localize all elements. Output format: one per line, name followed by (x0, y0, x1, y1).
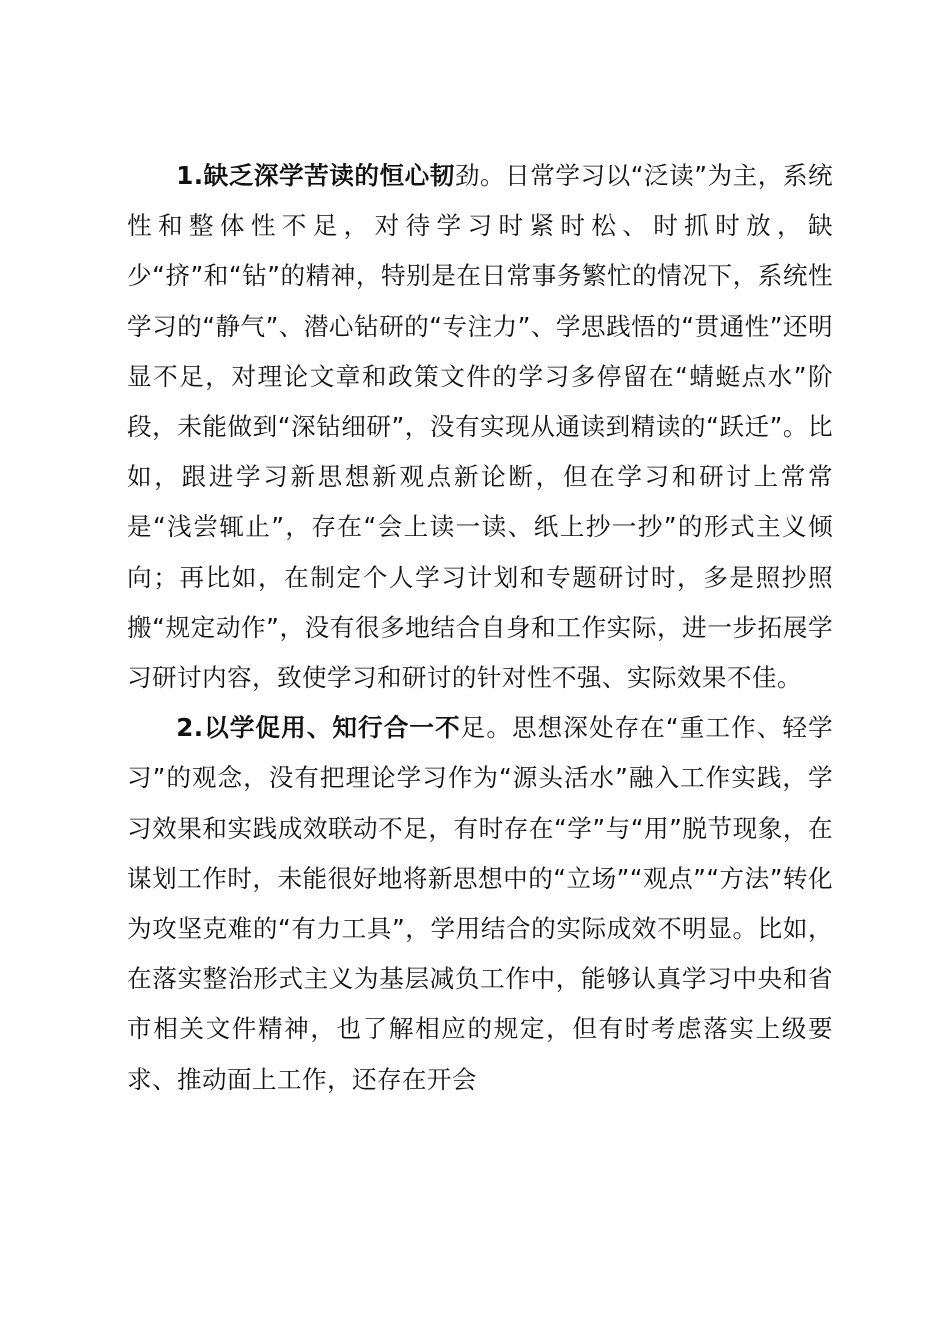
paragraph-2 (127, 703, 833, 1105)
paragraph-2-text: 足。思想深处存在“重工作、轻学习”的观念，没有把理论学习作为“源头活水”融入工作实践，学习效果和实践成效联动不足，有时存在“学”与“用”脱节现象，在谋划工作时，未能很好地将新思想中的“立场”“观点”“方法”转化为攻坚克难的“有力工具”，学用结合的实际成效不明显。比如，在落实整治形式主义为基层减负工作中，能够认真学习中央和省市相关文件精神，也了解相应的规定，但有时考虑落实上级要求、推动面上工作，还存在开会 (127, 713, 833, 1094)
paragraph-1-text: 劲。日常学习以“泛读”为主，系统性和整体性不足，对待学习时紧时松、时抓时放，缺少“挤”和“钻”的精神，特别是在日常事务繁忙的情况下，系统性学习的“静气”、潜心钻研的“专注力”、学思践悟的“贯通性”还明显不足，对理论文章和政策文件的学习多停留在“蜻蜓点水”阶段，未能做到“深钻细研”，没有实现从通读到精读的“跃迁”。比如，跟进学习新思想新观点新论断，但在学习和研讨上常常是“浅尝辄止”，存在“会上读一读、纸上抄一抄”的形式主义倾向；再比如，在制定个人学习计划和专题研讨时，多是照抄照搬“规定动作”，没有很多地结合自身和工作实际，进一步拓展学习研讨内容，致使学习和研讨的针对性不强、实际效果不佳。 (127, 161, 833, 693)
paragraph-1-heading: 1.缺乏深学苦读的恒心韧 (176, 161, 455, 190)
paragraph-1 (127, 151, 833, 703)
paragraph-2-heading: 2.以学促用、知行合一不 (176, 713, 461, 743)
document-body (127, 151, 833, 1105)
